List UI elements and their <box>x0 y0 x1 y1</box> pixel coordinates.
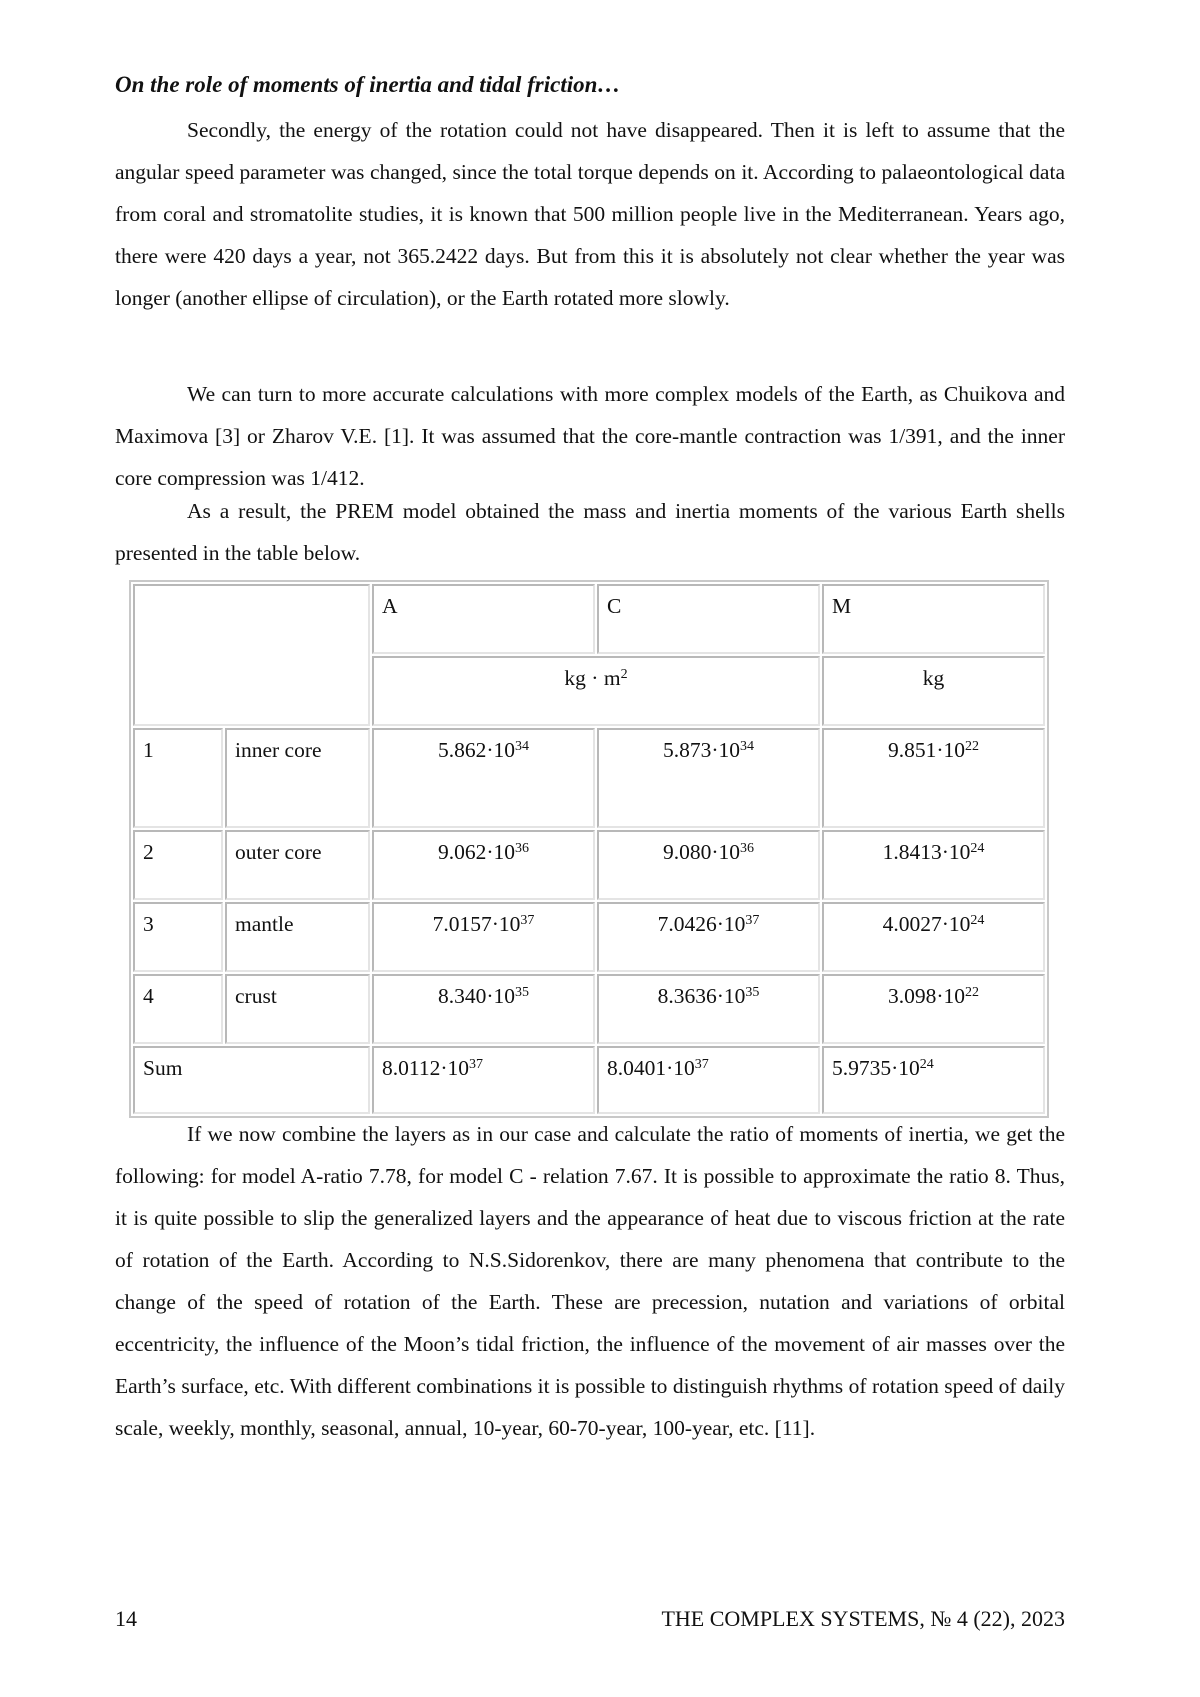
shell-name: outer core <box>225 830 370 900</box>
value-c <box>597 830 820 900</box>
row-number: 4 <box>133 974 223 1044</box>
journal-footer: THE COMPLEX SYSTEMS, № 4 (22), 2023 <box>661 1606 1065 1631</box>
mantissa: 5.862·10 <box>437 738 516 762</box>
value-c <box>597 902 820 972</box>
paragraph <box>115 373 1065 499</box>
exponent: 24 <box>970 913 985 928</box>
shell-name: inner core <box>225 728 370 828</box>
mantissa: 1.8413·10 <box>882 840 971 864</box>
value-a <box>372 728 595 828</box>
table-corner-cell <box>133 584 370 726</box>
exponent: 24 <box>970 841 985 856</box>
value-c <box>597 728 820 828</box>
mantissa: 9.080·10 <box>662 840 741 864</box>
row-number: 3 <box>133 902 223 972</box>
paragraph-text: As a result, the PREM model obtained the mass and inertia moments of the various Earth shells presented in the table below. <box>115 499 1065 565</box>
value-a <box>372 974 595 1044</box>
sum-c <box>597 1046 820 1114</box>
page-number: 14 <box>115 1606 137 1631</box>
paragraph <box>115 490 1065 574</box>
paragraph-text: If we now combine the layers as in our case and calculate the ratio of moments of inertia, we get the following: for model A-ratio 7.78, for model C - relation 7.67. It is possible to approximate the ratio 8. Thus, it is quite possible to slip the generalized layers and the appearance of heat due to viscous friction at the rate of rotation of the Earth. According to N.S.Sidorenkov, there are many phenomena that contribute to the change of the speed of rotation of the Earth. These are precession, nutation and variations of orbital eccentricity, the influence of the Moon’s tidal friction, the influence of the movement of air masses over the Earth’s surface, etc. With different combinations it is possible to distinguish rhythms of rotation speed of daily scale, weekly, monthly, seasonal, annual, 10-year, 60-70-year, 100-year, etc. [11]. <box>115 1122 1065 1440</box>
unit-inertia <box>372 656 820 726</box>
sum-m <box>822 1046 1045 1114</box>
paragraph-text: We can turn to more accurate calculations with more complex models of the Earth, as Chuikova and Maximova [3] or Zharov V.E. [1]. It was assumed that the core-mantle contraction was 1/391, and the inner core compression was 1/412. <box>115 382 1065 490</box>
row-number: 2 <box>133 830 223 900</box>
value-c <box>597 974 820 1044</box>
unit-text: kg · m <box>564 666 621 690</box>
table-sum-row <box>133 1046 1045 1114</box>
exponent: 22 <box>965 739 980 754</box>
value-m <box>822 902 1045 972</box>
value-a <box>372 902 595 972</box>
mantissa: 4.0027·10 <box>882 912 971 936</box>
sum-a <box>372 1046 595 1114</box>
running-head: On the role of moments of inertia and tidal friction… <box>115 72 621 97</box>
value-a <box>372 830 595 900</box>
exponent: 37 <box>520 913 535 928</box>
mantissa: 9.062·10 <box>437 840 516 864</box>
sum-label: Sum <box>133 1046 370 1114</box>
exponent: 34 <box>740 739 755 754</box>
exponent: 37 <box>694 1057 709 1072</box>
value-m <box>822 728 1045 828</box>
mantissa: 8.0401·10 <box>607 1056 695 1080</box>
mantissa: 3.098·10 <box>887 984 966 1008</box>
paragraph <box>115 109 1065 319</box>
mantissa: 7.0426·10 <box>657 912 746 936</box>
exponent: 36 <box>515 841 530 856</box>
table-row <box>133 830 1045 900</box>
header-c: C <box>597 584 820 654</box>
value-m <box>822 830 1045 900</box>
shell-name: mantle <box>225 902 370 972</box>
exponent: 37 <box>745 913 760 928</box>
exponent: 36 <box>740 841 755 856</box>
unit-exponent: 2 <box>620 667 628 682</box>
inertia-table <box>129 580 1049 1118</box>
table-row <box>133 902 1045 972</box>
paragraph-text: Secondly, the energy of the rotation could not have disappeared. Then it is left to assume that the angular speed parameter was changed, since the total torque depends on it. According to palaeontological data from coral and stromatolite studies, it is known that 500 million people live in the Mediterranean. Years ago, there were 420 days a year, not 365.2422 days. But from this it is absolutely not clear whether the year was longer (another ellipse of circulation), or the Earth rotated more slowly. <box>115 118 1065 310</box>
header-a: A <box>372 584 595 654</box>
header-m: M <box>822 584 1045 654</box>
table-header-row <box>133 584 1045 654</box>
exponent: 37 <box>469 1057 483 1072</box>
unit-mass: kg <box>822 656 1045 726</box>
exponent: 34 <box>515 739 530 754</box>
row-number: 1 <box>133 728 223 828</box>
table-row <box>133 728 1045 828</box>
mantissa: 8.340·10 <box>437 984 516 1008</box>
mantissa: 9.851·10 <box>887 738 966 762</box>
exponent: 35 <box>515 985 530 1000</box>
mantissa: 8.0112·10 <box>382 1056 469 1080</box>
mantissa: 8.3636·10 <box>657 984 746 1008</box>
table-row <box>133 974 1045 1044</box>
exponent: 24 <box>919 1057 934 1072</box>
mantissa: 7.0157·10 <box>432 912 521 936</box>
value-m <box>822 974 1045 1044</box>
mantissa: 5.9735·10 <box>832 1056 920 1080</box>
exponent: 22 <box>965 985 980 1000</box>
paragraph <box>115 1113 1065 1449</box>
mantissa: 5.873·10 <box>662 738 741 762</box>
exponent: 35 <box>745 985 760 1000</box>
shell-name: crust <box>225 974 370 1044</box>
